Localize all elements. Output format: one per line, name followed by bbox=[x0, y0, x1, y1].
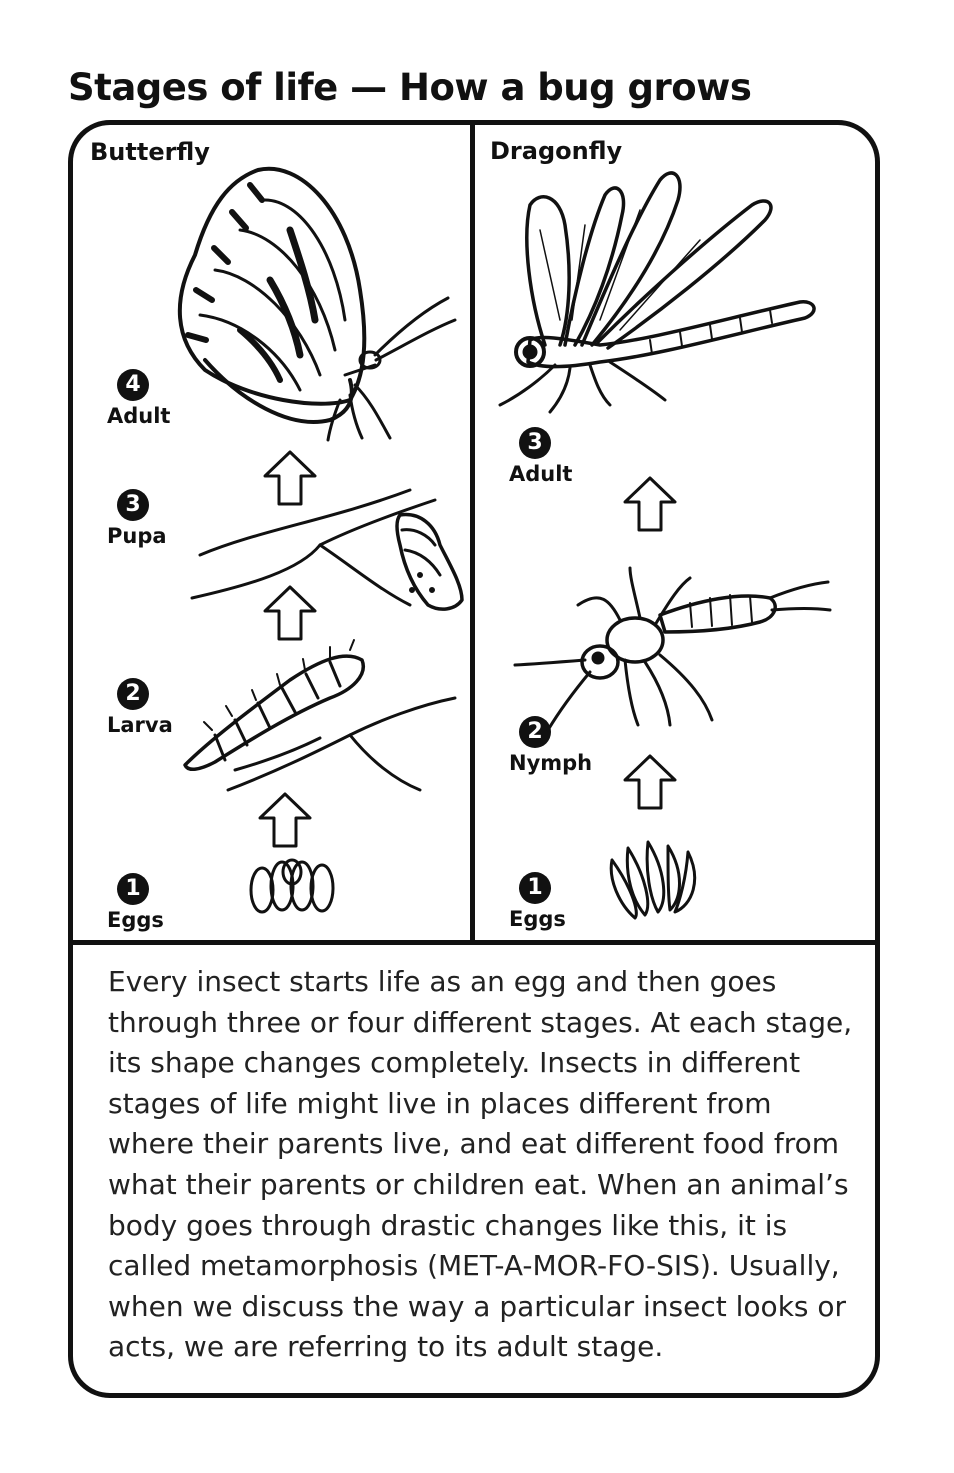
stage-number-badge: 1 bbox=[519, 872, 551, 904]
stage-label: Pupa bbox=[107, 524, 167, 548]
stage-number-badge: 2 bbox=[117, 678, 149, 710]
arrow-up-icon bbox=[265, 587, 315, 639]
butterfly-larva-illustration bbox=[185, 640, 455, 790]
stage-number-badge: 2 bbox=[519, 716, 551, 748]
butterfly-adult-illustration bbox=[180, 169, 455, 440]
stage-label: Eggs bbox=[509, 907, 566, 931]
dragonfly-adult-illustration bbox=[500, 173, 814, 412]
stage-label: Adult bbox=[107, 404, 171, 428]
arrow-up-icon bbox=[625, 756, 675, 808]
dragonfly-nymph-illustration bbox=[515, 568, 830, 730]
arrow-up-icon bbox=[625, 478, 675, 530]
butterfly-panel-title: Butterfly bbox=[90, 138, 210, 166]
stage-number-badge: 4 bbox=[117, 369, 149, 401]
butterfly-eggs-illustration bbox=[251, 860, 333, 912]
arrow-up-icon bbox=[265, 452, 315, 504]
description-paragraph: Every insect starts life as an egg and then goes through three or four different stages. At each stage, its shape changes completely. Insects in different stages of life might live in places different from where their parents live, and eat different food from what their parents or children eat. When an animal’s body goes through drastic changes like this, it is called metamorphosis (MET-A-MOR-FO-SIS). Usually, when we discuss the way a particular insect looks or acts, we are referring to its adult stage. bbox=[108, 965, 853, 1364]
dragonfly-eggs-illustration bbox=[611, 842, 694, 918]
dragonfly-panel-title: Dragonfly bbox=[490, 137, 623, 165]
stage-label: Adult bbox=[509, 462, 573, 486]
stage-label: Nymph bbox=[509, 751, 593, 775]
stage-number-badge: 3 bbox=[117, 489, 149, 521]
stage-number-badge: 3 bbox=[519, 427, 551, 459]
stage-number-badge: 1 bbox=[117, 873, 149, 905]
stage-label: Eggs bbox=[107, 908, 164, 932]
page-title: Stages of life — How a bug grows bbox=[68, 66, 752, 109]
stage-label: Larva bbox=[107, 713, 173, 737]
arrow-up-icon bbox=[260, 794, 310, 846]
description-text bbox=[108, 962, 858, 1368]
butterfly-pupa-illustration bbox=[192, 490, 462, 609]
